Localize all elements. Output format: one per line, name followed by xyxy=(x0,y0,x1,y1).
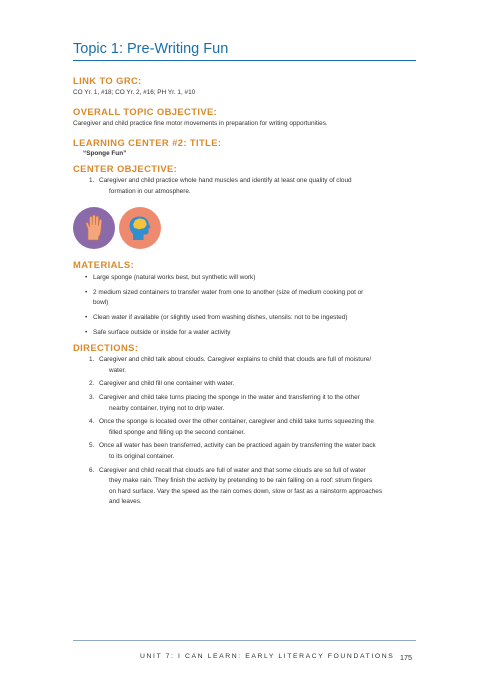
list-item xyxy=(73,441,416,462)
item-number: 2. xyxy=(89,380,95,388)
list-item xyxy=(73,273,416,284)
list-item xyxy=(73,328,416,339)
center-title: “Sponge Fun” xyxy=(83,150,127,157)
page-number: 175 xyxy=(400,653,412,662)
hand-icon xyxy=(73,207,115,249)
item-text: Caregiver and child practice whole hand muscles and identify at least one quality of cloud xyxy=(99,177,352,184)
center-objective-heading: CENTER OBJECTIVE: xyxy=(73,163,178,174)
bullet-icon: • xyxy=(85,274,88,282)
item-number: 4. xyxy=(89,418,95,426)
item-text: Caregiver and child fill one container with water. xyxy=(99,380,235,388)
list-item xyxy=(73,355,416,376)
center-heading: LEARNING CENTER #2: TITLE: xyxy=(73,137,222,148)
brain-head-icon xyxy=(119,207,161,249)
item-text-cont: and leaves. xyxy=(109,498,142,506)
item-text: Once all water has been transferred, activity can be practiced again by transferring the water back xyxy=(99,442,376,450)
directions-heading: DIRECTIONS: xyxy=(73,342,139,354)
item-text-cont: nearby container, trying not to drip water. xyxy=(109,404,225,412)
bullet-icon: • xyxy=(85,328,88,336)
objective-heading: OVERALL TOPIC OBJECTIVE: xyxy=(73,106,218,117)
list-item xyxy=(73,393,416,414)
materials-list xyxy=(73,273,416,338)
bullet-icon: • xyxy=(85,288,88,296)
item-number: 1. xyxy=(89,177,95,184)
bullet-icon: • xyxy=(85,313,88,321)
list-item xyxy=(73,176,416,197)
materials-heading: MATERIALS: xyxy=(73,259,135,271)
objective-text: Caregiver and child practice fine motor movements in preparation for writing opportunities. xyxy=(73,120,328,127)
item-number: 1. xyxy=(89,356,95,364)
item-text-cont: filled sponge and filling up the second container. xyxy=(109,428,246,436)
item-text-cont: formation in our atmosphere. xyxy=(109,187,191,195)
item-text-cont: to its original container. xyxy=(109,452,175,460)
item-text-cont: they make rain. They finish the activity by pretending to be rain falling on a roof: strum fingers xyxy=(109,477,373,485)
item-text: Caregiver and child recall that clouds are full of water and that some clouds are so full of water xyxy=(99,466,366,474)
icon-row xyxy=(73,207,416,249)
footer-unit-title: UNIT 7: I CAN LEARN: EARLY LITERACY FOUNDATIONS xyxy=(140,653,395,660)
center-objective-list xyxy=(73,176,416,197)
item-text: Once the sponge is located over the other container, caregiver and child take turns squeezing the xyxy=(99,418,374,426)
list-item xyxy=(73,313,416,324)
list-item xyxy=(73,466,416,508)
list-item xyxy=(73,379,416,390)
item-text-cont: on hard surface. Vary the speed as the rain comes down, slow or fast as a rainstorm approaches xyxy=(109,487,383,495)
link-heading: LINK TO GRC: xyxy=(73,75,142,86)
link-text: CO Yr. 1, #18; CO Yr. 2, #16; PH Yr. 1, #10 xyxy=(73,89,196,96)
item-text-cont: bowl) xyxy=(93,299,109,307)
item-text: Caregiver and child talk about clouds. Caregiver explains to child that clouds are full of moisture/ xyxy=(99,356,372,364)
item-text: Clean water if available (or slightly used from washing dishes, utensils: not to be ingested) xyxy=(93,313,348,321)
item-text-cont: water. xyxy=(109,366,127,374)
item-text: 2 medium sized containers to transfer water from one to another (size of medium cooking pot or xyxy=(93,288,364,296)
footer-divider xyxy=(73,640,416,641)
page-title: Topic 1: Pre-Writing Fun xyxy=(73,40,416,61)
item-text: Safe surface outside or inside for a water activity xyxy=(93,328,231,336)
item-text: Caregiver and child take turns placing the sponge in the water and transferring it to the other xyxy=(99,393,360,401)
item-number: 6. xyxy=(89,466,95,474)
page-content xyxy=(73,40,416,511)
list-item xyxy=(73,417,416,438)
directions-list xyxy=(73,355,416,508)
item-text: Large sponge (natural works best, but synthetic will work) xyxy=(93,274,256,282)
item-number: 5. xyxy=(89,442,95,450)
item-number: 3. xyxy=(89,393,95,401)
list-item xyxy=(73,288,416,309)
